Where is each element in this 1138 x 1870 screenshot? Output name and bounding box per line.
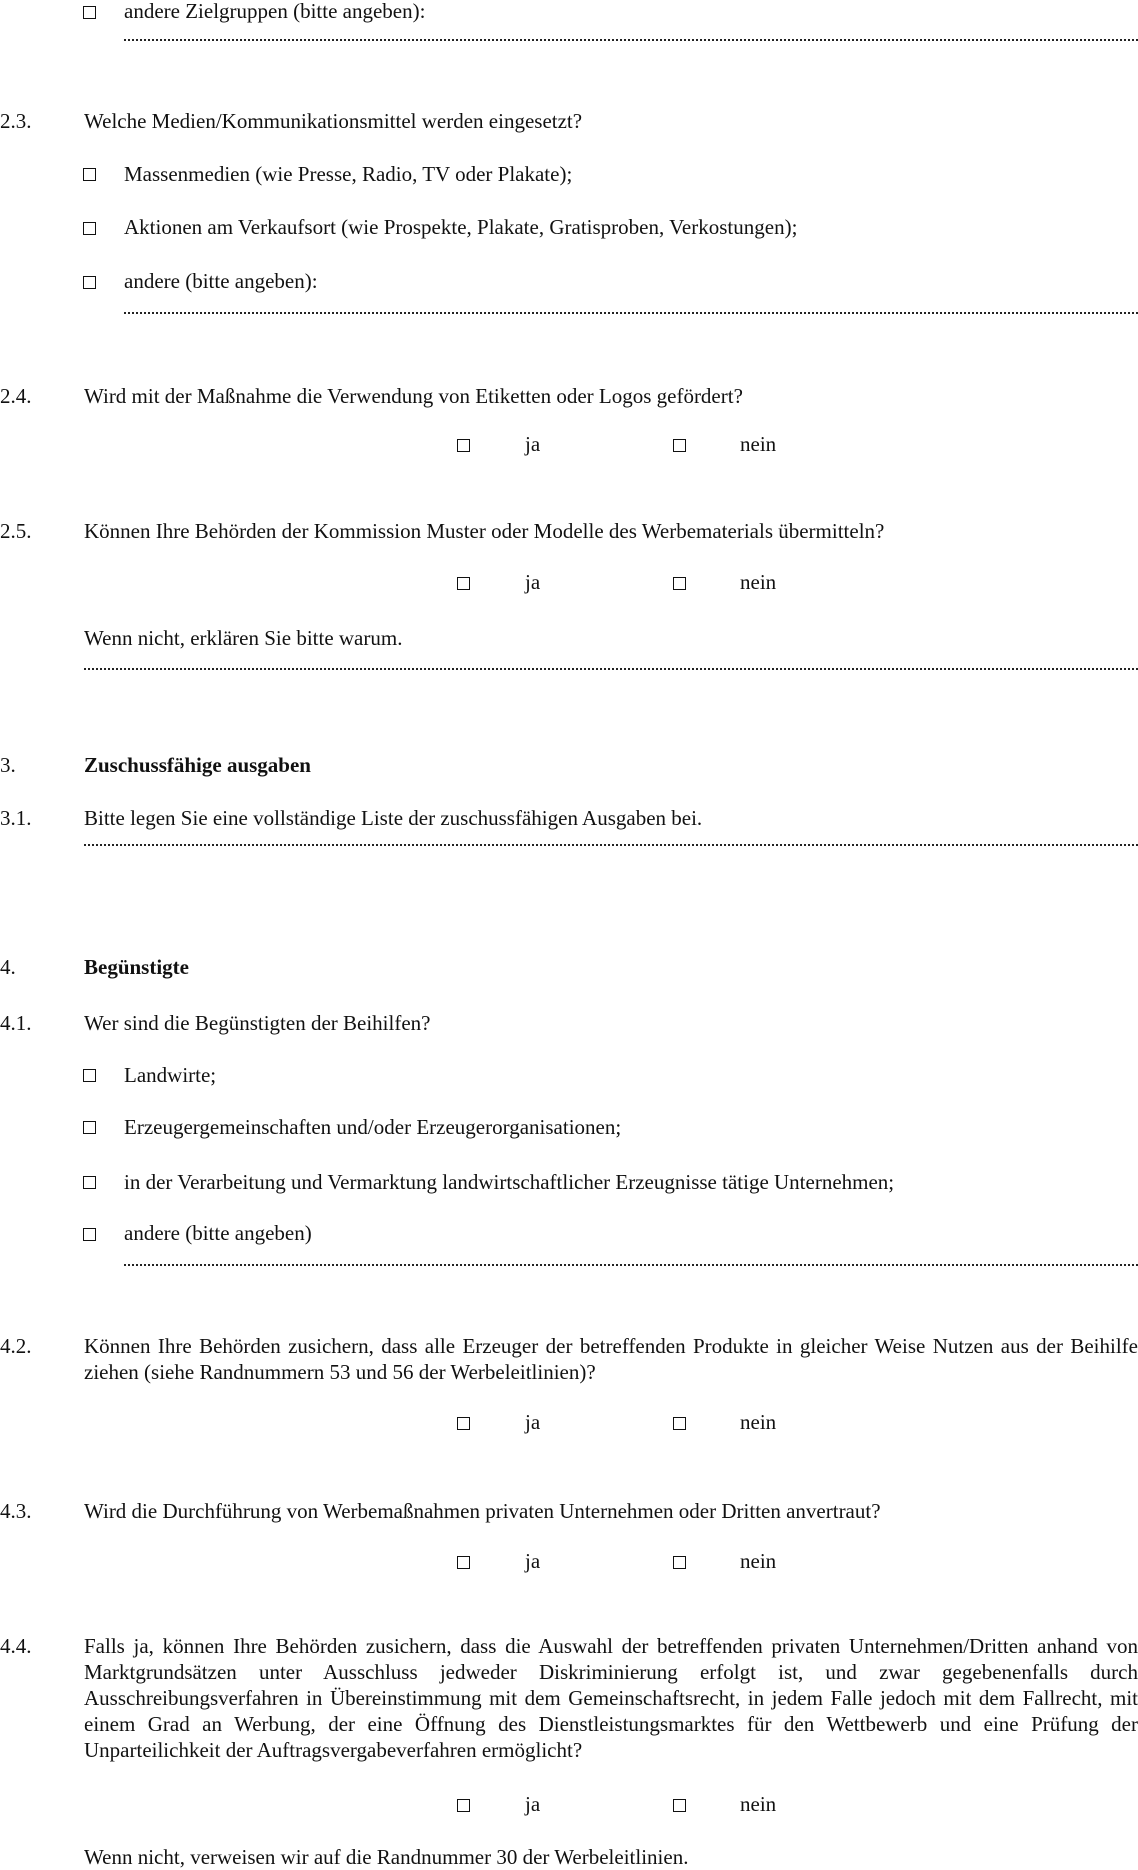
answer-line-3-1[interactable] <box>84 844 1138 846</box>
answer-line-other-target-groups[interactable] <box>124 39 1138 41</box>
question-4-3: Wird die Durchführung von Werbemaßnahmen privaten Unternehmen oder Dritten anvertraut? <box>84 1499 881 1523</box>
checkbox-4-4-no[interactable] <box>673 1799 686 1812</box>
note-4-4: Wenn nicht, verweisen wir auf die Randnummer 30 der Werbeleitlinien. <box>84 1845 689 1869</box>
checkbox-4-4-yes[interactable] <box>457 1799 470 1812</box>
question-4-2: Können Ihre Behörden zusichern, dass alle Erzeuger der betreffenden Produkte in gleicher Weise Nutzen aus der Beihilfe ziehen (siehe Randnummern 53 und 56 der Werbeleitlinien)? <box>84 1334 1138 1384</box>
option-producer-groups: Erzeugergemeinschaften und/oder Erzeugerorganisationen; <box>124 1115 622 1139</box>
option-farmers: Landwirte; <box>124 1063 217 1087</box>
checkbox-producer-groups[interactable] <box>83 1121 96 1134</box>
label-4-2-yes: ja <box>525 1410 541 1434</box>
question-4-1: Wer sind die Begünstigten der Beihilfen? <box>84 1011 431 1035</box>
checkbox-mass-media[interactable] <box>83 168 96 181</box>
option-point-of-sale: Aktionen am Verkaufsort (wie Prospekte, Plakate, Gratisproben, Verkostungen); <box>124 215 798 239</box>
option-other-target-groups: andere Zielgruppen (bitte angeben): <box>124 0 426 23</box>
heading-4: Begünstigte <box>84 955 189 979</box>
label-2-5-no: nein <box>740 570 777 594</box>
question-2-3: Welche Medien/Kommunikationsmittel werden eingesetzt? <box>84 109 583 133</box>
checkbox-4-3-yes[interactable] <box>457 1556 470 1569</box>
checkbox-2-5-yes[interactable] <box>457 577 470 590</box>
section-number-4-2: 4.2. <box>0 1334 32 1358</box>
label-4-4-no: nein <box>740 1792 777 1816</box>
section-number-4-4: 4.4. <box>0 1634 32 1658</box>
option-other-beneficiaries: andere (bitte angeben) <box>124 1221 312 1245</box>
checkbox-2-5-no[interactable] <box>673 577 686 590</box>
checkbox-2-4-no[interactable] <box>673 439 686 452</box>
answer-line-other-media[interactable] <box>124 312 1138 314</box>
section-number-4: 4. <box>0 955 16 979</box>
option-processing-companies: in der Verarbeitung und Vermarktung landwirtschaftlicher Erzeugnisse tätige Unternehmen; <box>124 1170 895 1194</box>
section-number-2-4: 2.4. <box>0 384 32 408</box>
option-other-media: andere (bitte angeben): <box>124 269 318 293</box>
checkbox-4-3-no[interactable] <box>673 1556 686 1569</box>
note-2-5: Wenn nicht, erklären Sie bitte warum. <box>84 626 403 650</box>
section-number-4-1: 4.1. <box>0 1011 32 1035</box>
checkbox-4-2-yes[interactable] <box>457 1417 470 1430</box>
checkbox-4-2-no[interactable] <box>673 1417 686 1430</box>
section-number-3-1: 3.1. <box>0 806 32 830</box>
checkbox-other-media[interactable] <box>83 276 96 289</box>
answer-line-2-5[interactable] <box>84 668 1138 670</box>
text-3-1: Bitte legen Sie eine vollständige Liste der zuschussfähigen Ausgaben bei. <box>84 806 703 830</box>
question-2-5: Können Ihre Behörden der Kommission Muster oder Modelle des Werbematerials übermitteln? <box>84 519 885 543</box>
section-number-4-3: 4.3. <box>0 1499 32 1523</box>
heading-3: Zuschussfähige ausgaben <box>84 753 311 777</box>
section-number-3: 3. <box>0 753 16 777</box>
label-4-4-yes: ja <box>525 1792 541 1816</box>
checkbox-2-4-yes[interactable] <box>457 439 470 452</box>
label-2-4-no: nein <box>740 432 777 456</box>
question-2-4: Wird mit der Maßnahme die Verwendung von Etiketten oder Logos gefördert? <box>84 384 743 408</box>
checkbox-processing-companies[interactable] <box>83 1176 96 1189</box>
section-number-2-3: 2.3. <box>0 109 32 133</box>
checkbox-point-of-sale[interactable] <box>83 222 96 235</box>
label-2-4-yes: ja <box>525 432 541 456</box>
question-4-4: Falls ja, können Ihre Behörden zusichern, dass die Auswahl der betreffenden privaten Unternehmen/Dritten anhand von Marktgrundsätzen unter Ausschluss jedweder Diskriminierung erfolgt ist, und zwar gegebenenfalls durch Ausschreibungsverfahren in Übereinstimmung mit dem Gemeinschaftsrecht, in jedem Falle jedoch mit dem Fallrecht, mit einem Grad an Werbung, der eine Öffnung des Dienstleistungsmarktes für den Wettbewerb und eine Prüfung der Unparteilichkeit der Auftragsvergabeverfahren ermöglicht? <box>84 1634 1138 1762</box>
answer-line-other-beneficiaries[interactable] <box>124 1264 1138 1266</box>
section-number-2-5: 2.5. <box>0 519 32 543</box>
label-4-3-yes: ja <box>525 1549 541 1573</box>
label-4-2-no: nein <box>740 1410 777 1434</box>
checkbox-other-target-groups[interactable] <box>83 6 96 19</box>
label-2-5-yes: ja <box>525 570 541 594</box>
label-4-3-no: nein <box>740 1549 777 1573</box>
option-mass-media: Massenmedien (wie Presse, Radio, TV oder Plakate); <box>124 162 573 186</box>
checkbox-other-beneficiaries[interactable] <box>83 1228 96 1241</box>
checkbox-farmers[interactable] <box>83 1069 96 1082</box>
